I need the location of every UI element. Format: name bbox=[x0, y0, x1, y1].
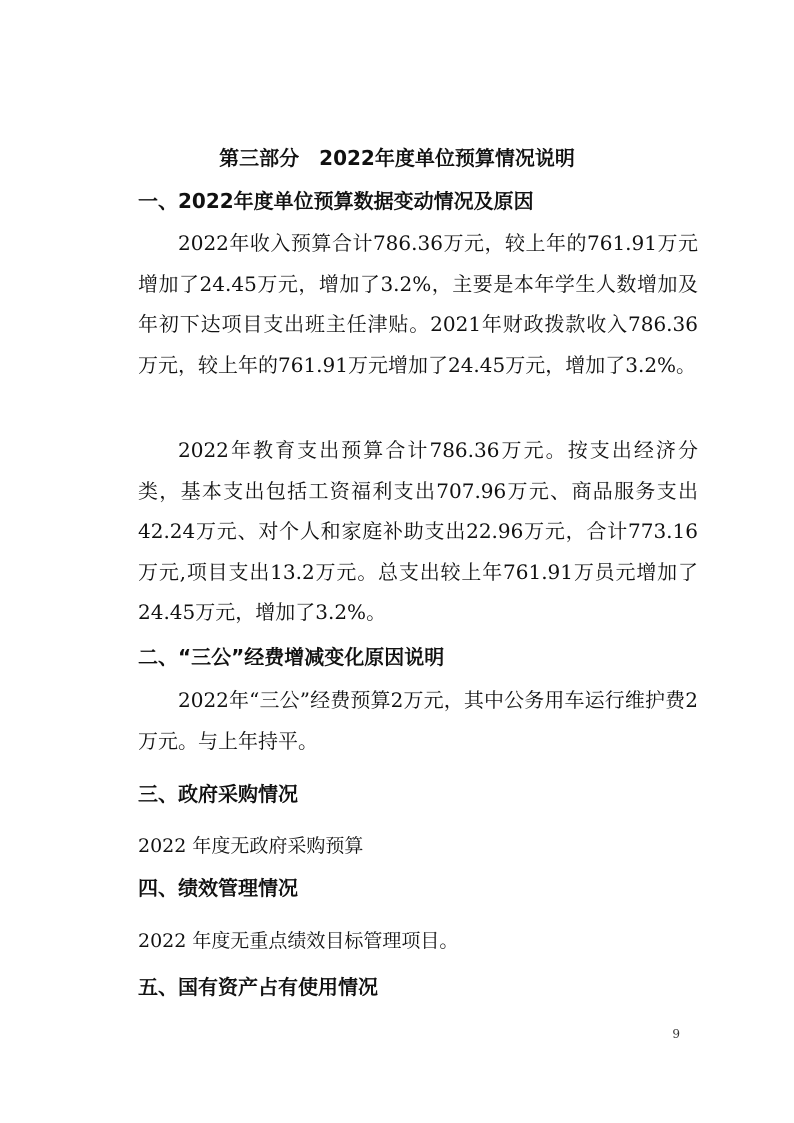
section-heading-4: 四、绩效管理情况 bbox=[138, 876, 298, 900]
section-1-paragraph-2: 2022年教育支出预算合计786.36万元。按支出经济分类，基本支出包括工资福利支出707.96万元、商品服务支出42.24万元、对个人和家庭补助支出22.96万元，合计773.16万元,项目支出13.2万元。总支出较上年761.91万员元增加了24.45万元，增加了3.2%。 bbox=[138, 438, 698, 624]
section-4-text: 2022 年度无重点绩效目标管理项目。 bbox=[138, 930, 459, 952]
page-title: 第三部分 2022年度单位预算情况说明 bbox=[219, 146, 575, 170]
section-1-paragraph-1: 2022年收入预算合计786.36万元，较上年的761.91万元增加了24.45万元，增加了3.2%，主要是本年学生人数增加及年初下达项目支出班主任津贴。2021年财政拨款收入786.36万元，较上年的761.91万元增加了24.45万元，增加了3.2%。 bbox=[138, 231, 698, 377]
section-heading-1: 一、2022年度单位预算数据变动情况及原因 bbox=[138, 189, 534, 213]
section-3-text: 2022 年度无政府采购预算 bbox=[138, 835, 364, 857]
section-heading-3: 三、政府采购情况 bbox=[138, 782, 298, 806]
page-number: 9 bbox=[672, 1027, 680, 1041]
section-heading-5: 五、国有资产占有使用情况 bbox=[138, 975, 378, 999]
section-2-paragraph-1: 2022年“三公”经费预算2万元，其中公务用车运行维护费2万元。与上年持平。 bbox=[138, 688, 698, 753]
section-heading-2: 二、“三公”经费增减变化原因说明 bbox=[138, 645, 445, 669]
